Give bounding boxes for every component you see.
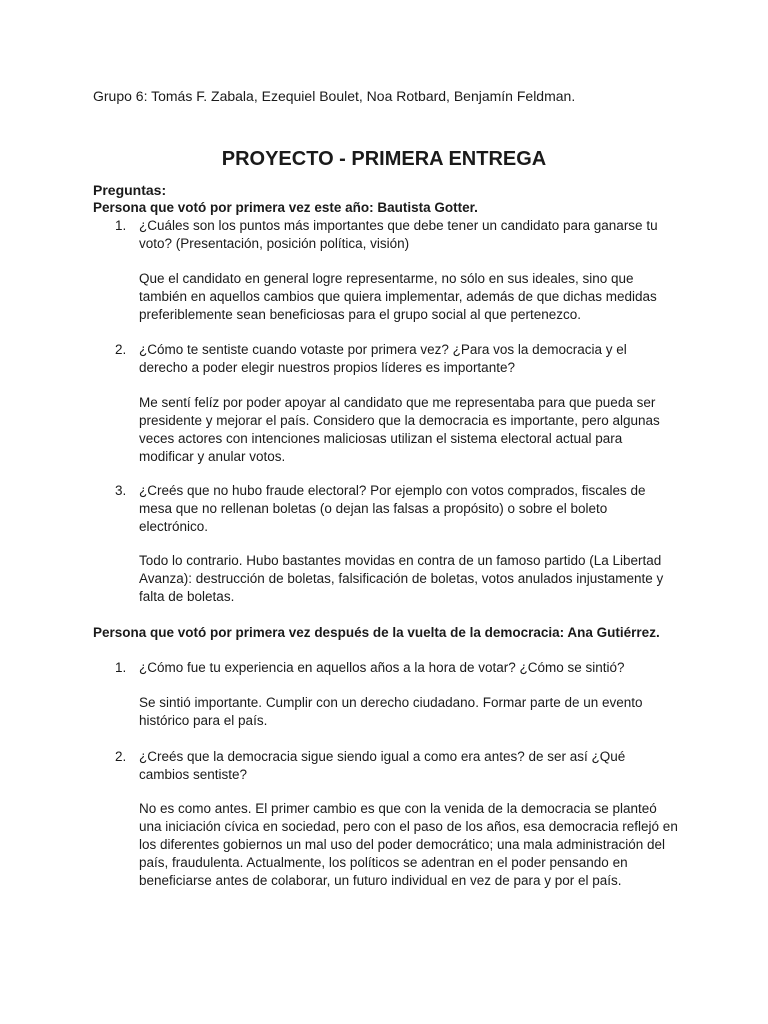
question-text: ¿Cómo fue tu experiencia en aquellos años a la hora de votar? ¿Cómo se sintió?: [139, 660, 625, 675]
group-members-line: Grupo 6: Tomás F. Zabala, Ezequiel Boulet, Noa Rotbard, Benjamín Feldman.: [93, 88, 576, 104]
section-2-heading: Persona que votó por primera vez después de la vuelta de la democracia: Ana Gutiérrez.: [93, 625, 660, 640]
answer-text: No es como antes. El primer cambio es que con la venida de la democracia se planteó una iniciación cívica en sociedad, pero con el paso de los años, esa democracia reflejó en los diferentes gobiernos un mal uso del poder democrático; una mala administración del país, fraudulenta. Actualmente, los políticos se adentran en el poder pensando en beneficiarse antes de colaborar, un futuro individual en vez de para y por el país.: [139, 801, 678, 888]
question-number: 3.: [115, 483, 127, 498]
answer-text: Que el candidato en general logre representarme, no sólo en sus ideales, sino que también en aquellos cambios que quiera implementar, además de que dichas medidas preferiblemente sean beneficiosas para el grupo social al que pertenezco.: [139, 271, 657, 322]
question-number: 1.: [115, 218, 127, 233]
question-text: ¿Cuáles son los puntos más importantes que debe tener un candidato para ganarse tu voto? (Presentación, posición política, visión): [139, 218, 658, 251]
section-1-heading: Persona que votó por primera vez este año: Bautista Gotter.: [93, 200, 478, 215]
question-number: 1.: [115, 660, 127, 675]
questions-heading: Preguntas:: [93, 182, 167, 198]
answer-text: Se sintió importante. Cumplir con un derecho ciudadano. Formar parte de un evento histórico para el país.: [139, 695, 643, 728]
answer-text: Me sentí felíz por poder apoyar al candidato que me representaba para que pueda ser presidente y mejorar el país. Considero que la democracia es importante, pero algunas veces actores con intenciones maliciosas utilizan el sistema electoral actual para modificar y anular votos.: [139, 395, 660, 464]
document-title: PROYECTO - PRIMERA ENTREGA: [221, 148, 547, 170]
question-text: ¿Cómo te sentiste cuando votaste por primera vez? ¿Para vos la democracia y el derecho a poder elegir nuestros propios líderes es importante?: [139, 342, 627, 375]
answer-text: Todo lo contrario. Hubo bastantes movidas en contra de un famoso partido (La Libertad Avanza): destrucción de boletas, falsificación de boletas, votos anulados injustamente y falta de boletas.: [139, 553, 664, 604]
question-text: ¿Creés que no hubo fraude electoral? Por ejemplo con votos comprados, fiscales de mesa que no rellenan boletas (o dejan las falsas a propósito) o sobre el boleto electrónico.: [139, 483, 646, 534]
question-text: ¿Creés que la democracia sigue siendo igual a como era antes? de ser así ¿Qué cambios sentiste?: [139, 749, 626, 782]
question-number: 2.: [115, 342, 127, 357]
question-number: 2.: [115, 749, 127, 764]
